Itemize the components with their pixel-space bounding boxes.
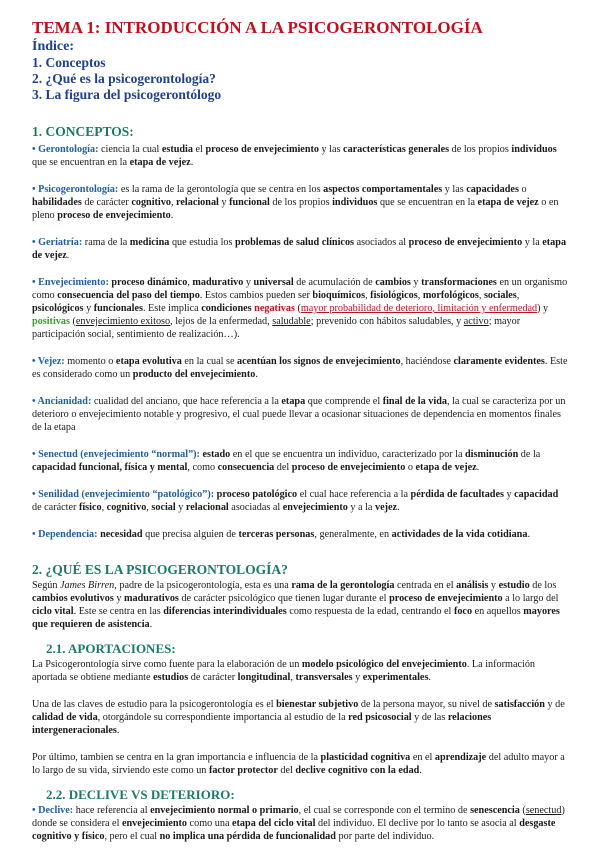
def-psicogerontologia: • Psicogerontología: es la rama de la gerontología que se centra en los aspectos comportamentales y las capacidades o habilidades de carácter cognitivo, relacional y funcional de los propios individuos que se encuentran en la etapa de vejez o en pleno proceso de envejecimiento. — [32, 184, 559, 221]
section-2-1-heading: 2.1. APORTACIONES: — [46, 641, 176, 656]
section-2-heading: 2. ¿QUÉ ES LA PSICOGERONTOLOGÍA? — [32, 562, 288, 577]
def-senilidad: • Senilidad (envejecimiento “patológico”): proceso patológico el cual hace referencia a la pérdida de facultades y capacidad de carácter físico, cognitivo, social y relacional asociadas al envejecimiento y a la vejez. — [32, 489, 559, 513]
aportaciones-p1: La Psicogerontología sirve como fuente para la elaboración de un modelo psicológico del envejecimiento. La información aportada se obtiene mediante estudios de carácter longitudinal, transversales y experimentales. — [32, 659, 536, 683]
index-item-3: 3. La figura del psicogerontólogo — [32, 87, 222, 102]
document-title: TEMA 1: INTRODUCCIÓN A LA PSICOGERONTOLOGÍA — [32, 18, 483, 37]
def-ancianidad: • Ancianidad: cualidad del anciano, que hace referencia a la etapa que comprende el final de la vida, la cual se caracteriza por un deterioro o envejecimiento notable y progresivo, el cual puede llevar a ocasionar situaciones de dependencia en momentos finales de la etapa — [32, 396, 566, 433]
document-page — [32, 18, 570, 843]
def-envejecimiento: • Envejecimiento: proceso dinámico, madurativo y universal de acumulación de cambios y transformaciones en un organismo como consecuencia del paso del tiempo. Estos cambios pueden ser bioquímicos, fisiológicos, morfológicos, sociales, psicológicos y funcionales. Este implica condiciones negativas (mayor probabilidad de deterioro, limitación y enfermedad) y positivas (envejecimiento exitoso, lejos de la enfermedad, saludable; prevenido con hábitos saludables, y activo; mayor participación social, sentimiento de realización…). — [32, 277, 568, 340]
def-geriatria: • Geriatría: rama de la medicina que estudia los problemas de salud clínicos asociados al proceso de envejecimiento y la etapa de vejez. — [32, 237, 567, 261]
index-item-1: 1. Conceptos — [32, 55, 106, 70]
def-dependencia: • Dependencia: necesidad que precisa alguien de terceras personas, generalmente, en actividades de la vida cotidiana. — [32, 529, 530, 540]
def-vejez: • Vejez: momento o etapa evolutiva en la cual se acentúan los signos de envejecimiento, haciéndose claramente evidentes. Este es considerado como un producto del envejecimiento. — [32, 356, 568, 380]
def-gerontologia: • Gerontología: ciencia la cual estudia el proceso de envejecimiento y las características generales de los propios individuos que se encuentran en la etapa de vejez. — [32, 144, 557, 168]
def-declive: • Declive: hace referencia al envejecimiento normal o primario, el cual se corresponde con el termino de senescencia (senectud) donde se considera el envejecimiento como una etapa del ciclo vital del individuo. El declive por lo tanto se asocia al desgaste cognitivo y físico, pero el cual no implica una pérdida de funcionalidad por parte del individuo. — [32, 805, 565, 842]
section-1-heading: 1. CONCEPTOS: — [32, 124, 134, 139]
index-heading: Índice: — [32, 39, 74, 54]
section-2-2-heading: 2.2. DECLIVE VS DETERIORO: — [46, 787, 235, 802]
section-2-intro: Según James Birren, padre de la psicogerontología, esta es una rama de la gerontología centrada en el análisis y estudio de los cambios evolutivos y madurativos de carácter psicológico que tienen lugar durante el proceso de envejecimiento a lo largo del ciclo vital. Este se centra en las diferencias interindividuales como respuesta de la edad, centrando el foco en aquellos mayores que requieren de asistencia. — [32, 580, 560, 630]
index-item-2: 2. ¿Qué es la psicogerontología? — [32, 71, 216, 86]
def-senectud: • Senectud (envejecimiento “normal”): estado en el que se encuentra un individuo, caracterizado por la disminución de la capacidad funcional, física y mental, como consecuencia del proceso de envejecimiento o etapa de vejez. — [32, 449, 541, 473]
aportaciones-p2: Una de las claves de estudio para la psicogerontología es el bienestar subjetivo de la persona mayor, su nivel de satisfacción y de calidad de vida, otorgándole su correspondiente importancia al estudio de la red psicosocial y de las relaciones intergeneracionales. — [32, 699, 565, 736]
aportaciones-p3: Por último, tambien se centra en la gran importancia e influencia de la plasticidad cognitiva en el aprendizaje del adulto mayor a lo largo de su vida, sirviendo este como un factor protector del declive cognitivo con la edad. — [32, 752, 565, 776]
